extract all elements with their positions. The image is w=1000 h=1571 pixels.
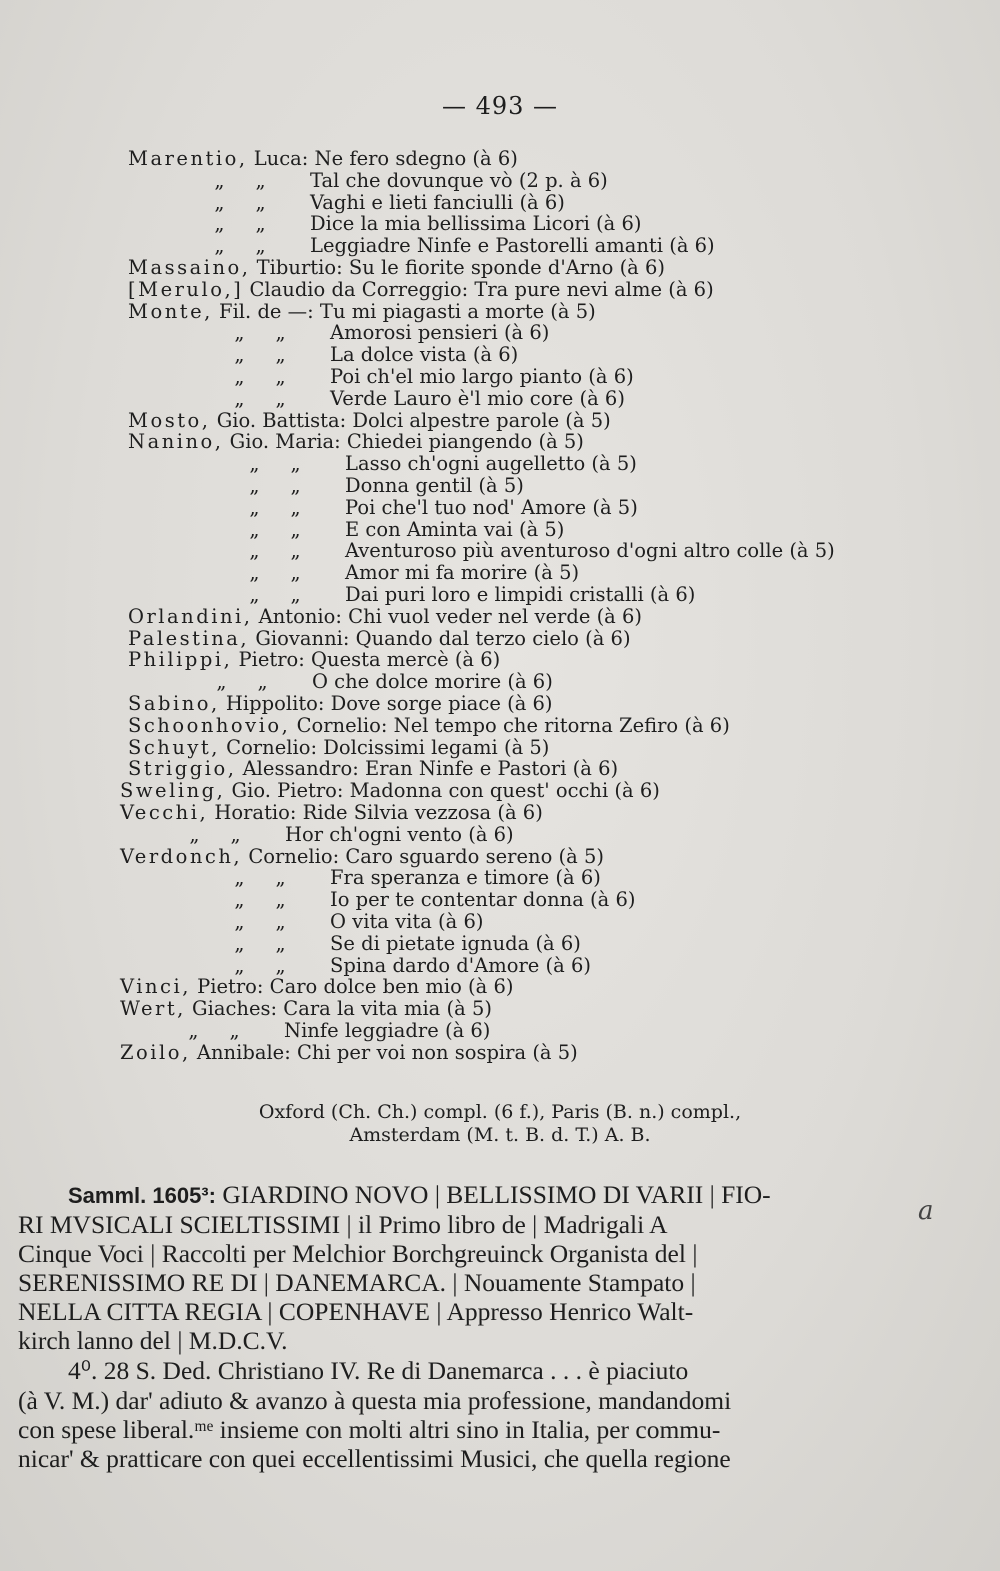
composer-name: Sabino, [128,692,220,715]
sammlung-label: Samml. 1605³: [68,1183,216,1208]
entry-text: Cornelio: Dolcissimi legami (à 5) [219,735,550,759]
ditto-marks: „ „ [249,517,301,541]
composer-entry [120,998,492,1020]
ditto-marks: „ „ [249,474,301,497]
entry-text: Fra speranza e timore (à 6) [330,866,601,890]
ditto-marks: „ „ [214,190,266,214]
ditto-entry [190,911,483,933]
ditto-entry [205,562,579,584]
entry-text: Cornelio: Nel tempo che ritorna Zefiro (à 6) [290,713,730,737]
composer-name: Palestina, [128,626,250,650]
ditto-entry [170,170,608,192]
composer-entry [128,148,518,170]
composer-entry [120,1042,578,1064]
entry-text: Luca: Ne fero sdegno (à 6) [247,147,518,170]
ditto-marks: „ „ [249,539,301,563]
composer-name: Orlandini, [128,604,253,628]
ditto-entry [205,475,524,497]
ditto-marks: „ „ [214,168,266,192]
composer-name: Schoonhovio, [128,713,291,737]
ditto-marks: „ „ [188,1019,240,1042]
composer-name: Schuyt, [128,735,220,759]
entry-text: Horatio: Ride Silvia vezzosa (à 6) [208,801,543,824]
composer-name: [Merulo,] [128,277,244,301]
composer-entry [128,737,549,759]
composer-entry [128,693,553,715]
page-number: — 493 — [441,92,559,120]
entry-text: Gio. Pietro: Madonna con quest' occhi (à 6) [225,779,660,803]
ditto-entry [144,1020,490,1042]
ditto-marks: „ „ [216,670,268,694]
composer-entry [128,628,631,650]
body-line-0: 4⁰. 28 S. Ded. Christiano IV. Re di Danemarca . . . è piaciuto [68,1356,689,1385]
sammlung-line-4: NELLA CITTA REGIA | COPENHAVE | Appresso Henrico Walt- [18,1297,694,1326]
entry-text: O che dolce morire (à 6) [312,670,553,694]
ditto-entry [205,453,637,475]
entry-text: Verde Lauro è'l mio core (à 6) [330,386,625,410]
sammlung-line-3: SERENISSIMO RE DI | DANEMARCA. | Nouamente Stampato | [18,1268,696,1297]
ditto-entry [190,344,518,366]
ditto-marks: „ „ [249,452,301,476]
entry-text: Gio. Battista: Dolci alpestre parole (à 5) [210,408,611,432]
entry-text: Lasso ch'ogni augelletto (à 5) [345,452,637,476]
entry-text: Hor ch'ogni vento (à 6) [285,822,514,846]
entry-text: E con Aminta vai (à 5) [345,517,565,541]
composer-entry [128,606,642,628]
ditto-marks: „ „ [249,495,301,519]
entry-text: Alessandro: Eran Ninfe e Pastori (à 6) [236,757,619,781]
composer-name: Striggio, [128,757,237,781]
composer-entry [120,976,514,998]
ditto-marks: „ „ [249,561,301,585]
composer-name: Philippi, [128,648,233,672]
entry-text: Pietro: Caro dolce ben mio (à 6) [190,975,514,999]
entry-text: Donna gentil (à 5) [345,474,524,497]
composer-entry [120,846,604,868]
ditto-entry [170,213,642,235]
entry-text: Amorosi pensieri (à 6) [330,321,550,345]
entry-text: Gio. Maria: Chiedei piangendo (à 5) [223,430,584,454]
ditto-entry [170,235,715,257]
ditto-entry [190,933,581,955]
entry-text: Dai puri loro e limpidi cristalli (à 6) [345,583,696,606]
margin-note: a [918,1196,934,1226]
entry-text: Giaches: Cara la vita mia (à 5) [185,997,492,1021]
composer-name: Massaino, [128,256,251,279]
entry-text: Poi che'l tuo nod' Amore (à 5) [345,495,638,519]
sammlung-line-1: RI MVSICALI SCIELTISSIMI | il Primo libro de | Madrigali A [18,1210,668,1239]
entry-text: Tal che dovunque vò (2 p. à 6) [310,168,608,192]
composer-name: Sweling, [120,779,226,803]
entry-text: Aventuroso più aventuroso d'ogni altro colle (à 5) [345,539,835,563]
ditto-marks: „ „ [249,583,301,606]
sammlung-line-0: GIARDINO NOVO | BELLISSIMO DI VARII | FIO- [215,1180,771,1209]
entry-text: Pietro: Questa mercè (à 6) [232,648,501,672]
ditto-entry [205,584,695,606]
composer-name: Wert, [120,997,186,1021]
entry-text: Giovanni: Quando dal terzo cielo (à 6) [249,626,631,650]
entry-text: O vita vita (à 6) [330,910,484,933]
ditto-marks: „ „ [234,386,286,410]
ditto-marks: „ „ [234,343,286,367]
body-line-2: con spese liberal.ᵐᵉ insieme con molti altri sino in Italia, per commu- [18,1415,721,1444]
composer-name: Mosto, [128,408,211,432]
ditto-marks: „ „ [234,953,286,977]
composer-name: Nanino, [128,430,224,454]
entry-text: Leggiadre Ninfe e Pastorelli amanti (à 6) [310,234,715,258]
ditto-marks: „ „ [214,212,266,236]
composer-entry [128,257,665,279]
entry-text: Tiburtio: Su le fiorite sponde d'Arno (à 6) [250,256,666,279]
composer-name: Monte, [128,299,213,323]
entry-text: Spina dardo d'Amore (à 6) [330,953,591,977]
entry-text: Claudio da Correggio: Tra pure nevi alme (à 6) [243,277,714,301]
ditto-marks: „ „ [234,365,286,388]
ditto-entry [172,671,553,693]
sammlung-line-5: kirch lanno del | M.D.C.V. [18,1326,288,1355]
ditto-marks: „ „ [214,234,266,258]
footer-line-2: Amsterdam (M. t. B. d. T.) A. B. [349,1124,651,1146]
composer-entry [128,715,730,737]
composer-name: Vinci, [120,975,191,999]
sammlung-line-2: Cinque Voci | Raccolti per Melchior Borchgreuinck Organista del | [18,1239,698,1268]
ditto-entry [190,955,591,977]
composer-name: Verdonch, [120,844,243,868]
ditto-entry [190,388,625,410]
composer-entry [128,410,611,432]
ditto-entry [190,867,601,889]
entry-text: Se di pietate ignuda (à 6) [330,931,581,955]
body-line-1: (à V. M.) dar' adiuto & avanzo à questa mia professione, mandandomi [18,1386,732,1415]
entry-text: Annibale: Chi per voi non sospira (à 5) [190,1040,578,1064]
entry-text: Poi ch'el mio largo pianto (à 6) [330,365,634,388]
entry-text: Antonio: Chi vuol veder nel verde (à 6) [252,604,643,628]
composer-entry [128,279,714,301]
ditto-entry [205,519,564,541]
ditto-entry [145,824,514,846]
entry-text: Amor mi fa morire (à 5) [345,561,580,585]
ditto-entry [205,497,638,519]
composer-entry [128,649,500,671]
composer-entry [128,758,618,780]
footer-line-1: Oxford (Ch. Ch.) compl. (6 f.), Paris (B. n.) compl., [258,1101,742,1123]
composer-name: Zoilo, [120,1040,191,1064]
entry-text: Vaghi e lieti fanciulli (à 6) [310,190,565,214]
body-line-3: nicar' & pratticare con quei eccellentissimi Musici, che quella regione [18,1444,731,1473]
composer-entry [120,802,543,824]
ditto-marks: „ „ [234,931,286,955]
entry-text: Cornelio: Caro sguardo sereno (à 5) [242,844,604,868]
ditto-entry [190,889,636,911]
ditto-marks: „ „ [234,888,286,912]
entry-text: Dice la mia bellissima Licori (à 6) [310,212,642,236]
composer-entry [128,431,584,453]
entry-text: Ninfe leggiadre (à 6) [284,1019,491,1042]
entry-text: Fil. de —: Tu mi piagasti a morte (à 5) [212,299,596,323]
ditto-marks: „ „ [189,822,241,846]
ditto-entry [190,322,549,344]
composer-name: Marentio, [128,147,248,170]
ditto-entry [170,192,565,214]
ditto-entry [205,540,835,562]
entry-text: Hippolito: Dove sorge piace (à 6) [219,692,553,715]
sammlung-heading [68,1180,923,1211]
composer-entry [120,780,660,802]
entry-text: Io per te contentar donna (à 6) [330,888,636,912]
entry-text: La dolce vista (à 6) [330,343,519,367]
ditto-marks: „ „ [234,321,286,345]
ditto-entry [190,366,634,388]
ditto-marks: „ „ [234,866,286,890]
composer-entry [128,301,596,323]
ditto-marks: „ „ [234,910,286,933]
composer-name: Vecchi, [120,801,209,824]
